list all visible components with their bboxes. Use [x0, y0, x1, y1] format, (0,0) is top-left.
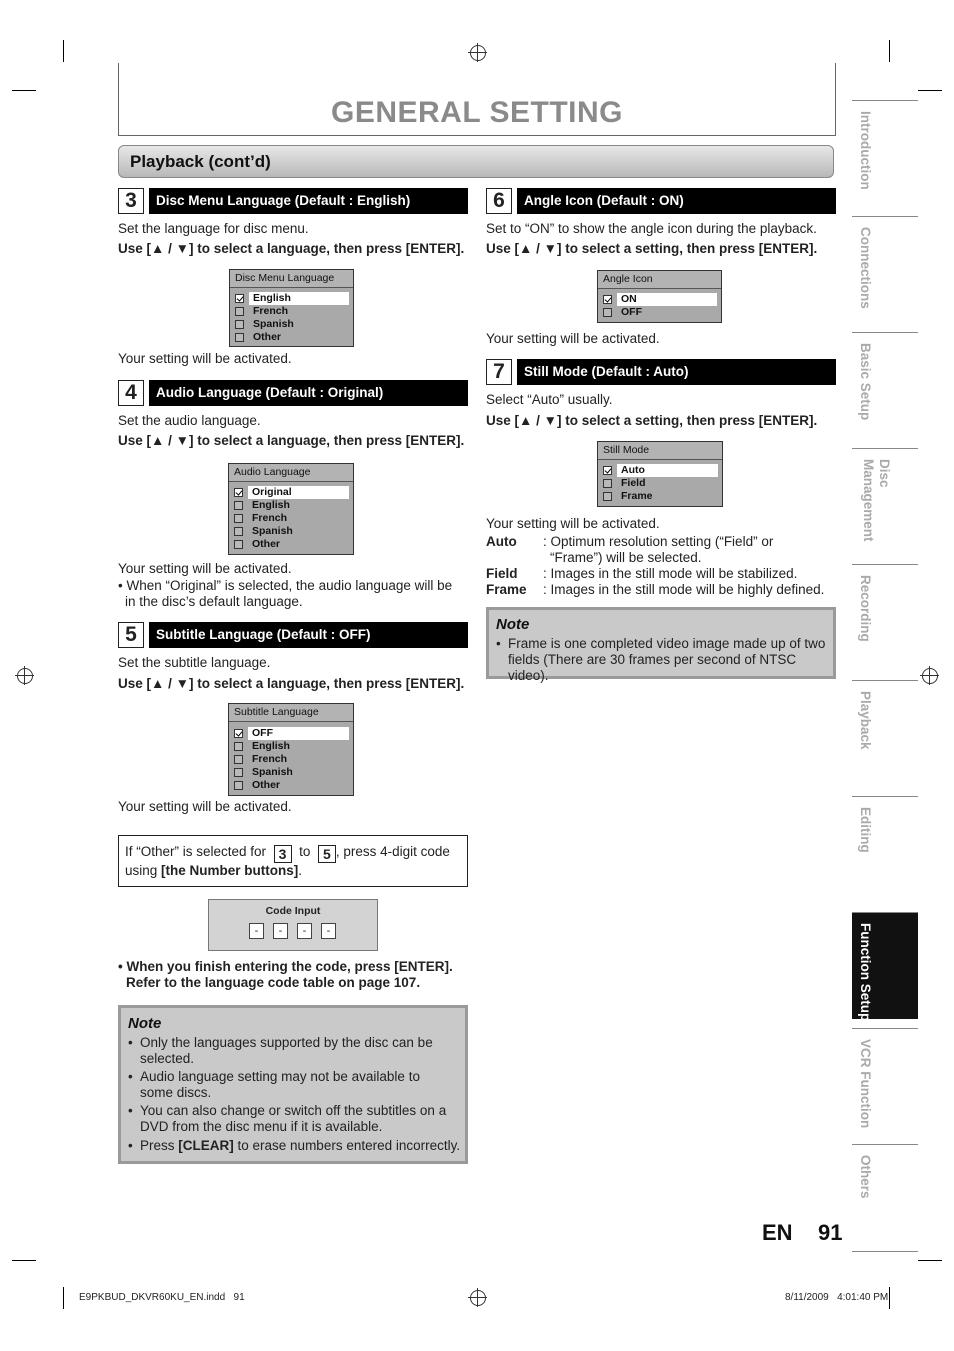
- step-3-instruction: Use [▲ / ▼] to select a language, then press [ENTER].: [118, 241, 465, 256]
- still-mode-menu: [597, 441, 723, 507]
- step-ref-number: 5: [318, 845, 336, 863]
- step-number: 5: [118, 622, 144, 648]
- note-box-left: [118, 1005, 468, 1164]
- checkbox-icon: [234, 540, 243, 549]
- def-desc: : Images in the still mode will be highly defined.: [543, 582, 825, 597]
- step-number: 4: [118, 380, 144, 406]
- step-4-instruction: Use [▲ / ▼] to select a language, then press [ENTER].: [118, 433, 465, 448]
- code-digit-field[interactable]: -: [297, 923, 312, 939]
- step-5-after: Your setting will be activated.: [118, 799, 292, 814]
- audio-language-menu: [228, 463, 354, 555]
- tab-editing[interactable]: Editing: [852, 796, 918, 903]
- note-item: • You can also change or switch off the subtitles on a DVD from the disc menu if it is available.: [128, 1103, 465, 1135]
- registration-mark-icon: [470, 45, 486, 61]
- other-code-box: [118, 835, 468, 887]
- note-item: • Audio language setting may not be available to some discs.: [128, 1069, 465, 1101]
- checkbox-icon: [234, 527, 243, 536]
- menu-option[interactable]: Spanish: [229, 766, 353, 779]
- code-input-title: Code Input: [265, 905, 321, 917]
- tab-disc-management[interactable]: Disc Management: [852, 448, 918, 555]
- checkbox-icon: [234, 514, 243, 523]
- angle-icon-menu: [597, 270, 722, 323]
- step-title: Audio Language (Default : Original): [149, 380, 468, 406]
- step-7-desc: Select “Auto” usually.: [486, 392, 613, 407]
- footer-filename: E9PKBUD_DKVR60KU_EN.indd 91: [79, 1292, 245, 1303]
- page-title: GENERAL SETTING: [331, 96, 623, 129]
- step-6-header: [486, 188, 836, 214]
- menu-option[interactable]: Auto: [598, 464, 722, 477]
- registration-mark-icon: [17, 668, 33, 684]
- section-title: Playback (cont’d): [130, 152, 271, 171]
- step-title: Subtitle Language (Default : OFF): [149, 622, 468, 648]
- step-6-instruction: Use [▲ / ▼] to select a setting, then press [ENTER].: [486, 241, 818, 256]
- menu-option[interactable]: Other: [229, 538, 353, 551]
- tab-recording[interactable]: Recording: [852, 564, 918, 671]
- step-title: Disc Menu Language (Default : English): [149, 188, 468, 214]
- subtitle-language-menu: [228, 703, 354, 796]
- disc-menu-language-menu: [229, 269, 354, 347]
- menu-title: Angle Icon: [598, 271, 721, 289]
- menu-option[interactable]: English: [229, 499, 353, 512]
- menu-option[interactable]: Other: [229, 779, 353, 792]
- tab-vcr-function[interactable]: VCR Function: [852, 1028, 918, 1135]
- def-desc-cont: “Frame”) will be selected.: [550, 550, 702, 565]
- def-desc: : Optimum resolution setting (“Field” or: [543, 534, 774, 549]
- checkbox-checked-icon: [235, 294, 244, 303]
- checkbox-icon: [234, 755, 243, 764]
- def-desc: : Images in the still mode will be stabilized.: [543, 566, 798, 581]
- tab-introduction[interactable]: Introduction: [852, 100, 918, 207]
- step-number: 6: [486, 188, 512, 214]
- checkbox-icon: [603, 308, 612, 317]
- checkbox-checked-icon: [603, 466, 612, 475]
- step-7-after: Your setting will be activated.: [486, 516, 660, 531]
- language-code: EN: [762, 1220, 793, 1245]
- step-4-bullet: • When “Original” is selected, the audio language will be: [118, 578, 453, 593]
- tab-function-setup[interactable]: Function Setup: [852, 912, 918, 1019]
- page-number: 91: [818, 1220, 843, 1245]
- menu-title: Subtitle Language: [229, 704, 353, 722]
- note-item: • Frame is one completed video image made up of two fields (There are 30 frames per second of NTSC video).: [496, 636, 833, 684]
- menu-option[interactable]: Spanish: [230, 318, 353, 331]
- section-bar: [118, 145, 834, 178]
- code-input-screen: [208, 899, 378, 951]
- menu-option[interactable]: ON: [598, 293, 721, 306]
- menu-option[interactable]: Field: [598, 477, 722, 490]
- checkbox-checked-icon: [603, 295, 612, 304]
- note-title: Note: [128, 1015, 162, 1032]
- step-number: 3: [118, 188, 144, 214]
- step-5-instruction: Use [▲ / ▼] to select a language, then press [ENTER].: [118, 676, 465, 691]
- note-box-right: [486, 607, 836, 683]
- code-digit-field[interactable]: -: [273, 923, 288, 939]
- tab-playback[interactable]: Playback: [852, 680, 918, 787]
- step-ref-number: 3: [274, 845, 292, 863]
- footer-date: 8/11/2009 4:01:40 PM: [785, 1292, 889, 1303]
- menu-option[interactable]: Original: [229, 486, 353, 499]
- menu-title: Audio Language: [229, 464, 353, 482]
- step-4-desc: Set the audio language.: [118, 413, 261, 428]
- menu-option[interactable]: Spanish: [229, 525, 353, 538]
- step-7-instruction: Use [▲ / ▼] to select a setting, then press [ENTER].: [486, 413, 818, 428]
- step-5-desc: Set the subtitle language.: [118, 655, 271, 670]
- checkbox-icon: [234, 781, 243, 790]
- menu-option[interactable]: OFF: [598, 306, 721, 319]
- checkbox-icon: [235, 320, 244, 329]
- step-7-header: [486, 359, 836, 385]
- code-digit-field[interactable]: -: [321, 923, 336, 939]
- checkbox-icon: [234, 768, 243, 777]
- menu-option[interactable]: Frame: [598, 490, 722, 503]
- other-code-line2: using [the Number buttons].: [125, 863, 303, 878]
- menu-title: Still Mode: [598, 442, 722, 460]
- menu-option[interactable]: OFF: [229, 727, 353, 740]
- enter-code-instruction: • When you finish entering the code, press [ENTER].: [118, 959, 453, 974]
- checkbox-icon: [234, 501, 243, 510]
- checkbox-icon: [234, 742, 243, 751]
- step-6-desc: Set to “ON” to show the angle icon during the playback.: [486, 221, 817, 236]
- checkbox-checked-icon: [234, 488, 243, 497]
- menu-option[interactable]: French: [229, 512, 353, 525]
- step-number: 7: [486, 359, 512, 385]
- checkbox-icon: [235, 307, 244, 316]
- registration-mark-icon: [470, 1290, 486, 1306]
- checkbox-icon: [603, 492, 612, 501]
- step-4-after: Your setting will be activated.: [118, 561, 292, 576]
- tab-others[interactable]: Others: [852, 1144, 918, 1252]
- checkbox-icon: [235, 333, 244, 342]
- step-title: Angle Icon (Default : ON): [517, 188, 836, 214]
- step-title: Still Mode (Default : Auto): [517, 359, 836, 385]
- other-code-line1: If “Other” is selected for 3 to 5 , press 4-digit code: [125, 844, 450, 862]
- menu-option[interactable]: English: [229, 740, 353, 753]
- step-6-after: Your setting will be activated.: [486, 331, 660, 346]
- step-3-after: Your setting will be activated.: [118, 351, 292, 366]
- def-term: Auto: [486, 534, 517, 549]
- menu-option[interactable]: Other: [230, 331, 353, 344]
- step-4-bullet-cont: in the disc’s default language.: [125, 594, 303, 609]
- code-digit-field[interactable]: -: [249, 923, 264, 939]
- menu-option[interactable]: French: [230, 305, 353, 318]
- step-5-header: [118, 622, 468, 648]
- enter-code-instruction-cont: Refer to the language code table on page 107.: [126, 975, 421, 990]
- menu-title: Disc Menu Language: [230, 270, 353, 288]
- note-item: • Only the languages supported by the disc can be selected.: [128, 1035, 465, 1067]
- step-3-header: [118, 188, 468, 214]
- menu-option[interactable]: English: [230, 292, 353, 305]
- menu-option[interactable]: French: [229, 753, 353, 766]
- step-4-header: [118, 380, 468, 406]
- step-3-desc: Set the language for disc menu.: [118, 221, 309, 236]
- note-title: Note: [496, 616, 530, 633]
- def-term: Frame: [486, 582, 527, 597]
- note-item: • Press [CLEAR] to erase numbers entered incorrectly.: [128, 1138, 465, 1154]
- registration-mark-icon: [922, 668, 938, 684]
- def-term: Field: [486, 566, 518, 581]
- tab-connections[interactable]: Connections: [852, 216, 918, 323]
- tab-basic-setup[interactable]: Basic Setup: [852, 332, 918, 439]
- checkbox-checked-icon: [234, 729, 243, 738]
- checkbox-icon: [603, 479, 612, 488]
